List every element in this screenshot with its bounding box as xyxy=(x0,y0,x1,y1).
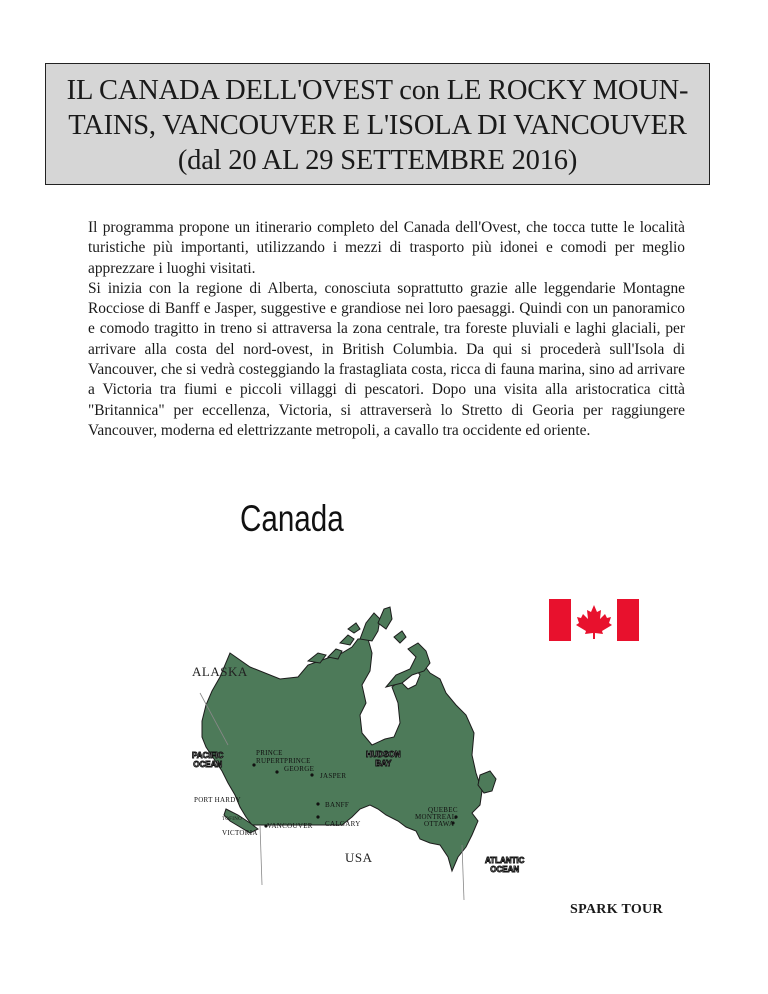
city-dot-calgary xyxy=(316,815,319,818)
city-dot-jasper xyxy=(310,773,313,776)
label-port-hardy: PORT HARDY xyxy=(194,796,241,804)
label-atlantic-line-2: OCEAN xyxy=(490,865,520,874)
map-title: Canada xyxy=(240,498,344,539)
flag-right-band xyxy=(617,599,639,641)
intro-text xyxy=(88,218,685,441)
arctic-island-2 xyxy=(378,607,392,629)
label-victoria: VICTORIA xyxy=(222,829,258,837)
title-line-2: TAINS, VANCOUVER E L'ISOLA DI VANCOUVER xyxy=(68,110,687,141)
usa-border-line-west xyxy=(260,825,262,885)
title-line-1: IL CANADA DELL'OVEST con LE ROCKY MOUN- xyxy=(66,75,689,106)
label-prince-george xyxy=(284,757,314,773)
intro-paragraph-2: Si inizia con la regione di Alberta, conosciuta soprattutto grazie alle leggendarie Montagne Rocciose di Banff e Jasper, suggestive e grandiose nei loro paesaggi. Quindi con un panoramico e comodo tragitto in treno si attraversa la zona centrale, tra foreste pluviali e laghi glaciali, per arrivare alla costa del nord-ovest, in British Columbia. Da qui si procederà sull'Isola di Vancouver, che si vedrà costeggiando la frastagliata costa, ricca di fauna marina, sino ad arrivare a Victoria tra fiumi e piccoli villaggi di pescatori. Dopo una visita alla aristocratica città "Britannica" per eccellenza, Victoria, si attraverserà lo Stretto di Georia per raggiungere Vancouver, moderna ed elettrizzante metropoli, a cavallo tra occidente ed oriente. xyxy=(88,279,685,439)
flag-left-band xyxy=(549,599,571,641)
label-pacific-ocean xyxy=(192,751,223,769)
label-jasper: JASPER xyxy=(320,772,347,780)
label-prince-george-line-2: GEORGE xyxy=(284,765,315,773)
label-atlantic-ocean xyxy=(485,856,524,874)
label-calgary: CALGARY xyxy=(325,820,361,828)
usa-border-line-east xyxy=(462,845,464,900)
label-tofino: TOFINO xyxy=(222,817,243,822)
label-prince-rupert xyxy=(256,749,284,765)
arctic-island-5 xyxy=(340,635,354,645)
label-prince-george-line-1: PRINCE xyxy=(284,757,311,765)
label-quebec: QUEBEC xyxy=(428,806,458,814)
label-pacific-line-2: OCEAN xyxy=(193,760,223,769)
label-prince-rupert-line-1: PRINCE xyxy=(256,749,283,757)
brand-name: SPARK TOUR xyxy=(570,902,663,917)
label-usa: USA xyxy=(345,850,373,865)
arctic-island-6 xyxy=(394,631,406,643)
arctic-island-7 xyxy=(348,623,360,633)
label-atlantic-line-1: ATLANTIC xyxy=(485,856,525,865)
intro-paragraph-1: Il programma propone un itinerario completo del Canada dell'Ovest, che tocca tutte le località turistiche più importanti, utilizzando i mezzi di trasporto più idonei e comodi per meglio apprezzare i luoghi visitati. xyxy=(88,219,685,277)
label-ottawa: OTTAWA xyxy=(424,820,455,828)
arctic-island-1 xyxy=(360,613,380,641)
title-line-3: (dal 20 AL 29 SETTEMBRE 2016) xyxy=(177,145,578,176)
title-box xyxy=(45,63,710,185)
city-dot-prince-george xyxy=(275,770,278,773)
label-alaska: ALASKA xyxy=(192,664,248,679)
label-vancouver: VANCOUVER xyxy=(267,822,313,830)
label-hudson-bay xyxy=(366,750,401,768)
label-banff: BANFF xyxy=(325,801,350,809)
label-hudson-line-2: BAY xyxy=(375,759,392,768)
city-dot-banff xyxy=(316,802,319,805)
canada-flag-icon xyxy=(549,599,639,641)
label-hudson-line-1: HUDSON xyxy=(366,750,401,759)
label-prince-rupert-line-2: RUPERT xyxy=(256,757,285,765)
label-montreal: MONTREAL xyxy=(415,813,457,821)
label-pacific-line-1: PACIFIC xyxy=(192,751,224,760)
